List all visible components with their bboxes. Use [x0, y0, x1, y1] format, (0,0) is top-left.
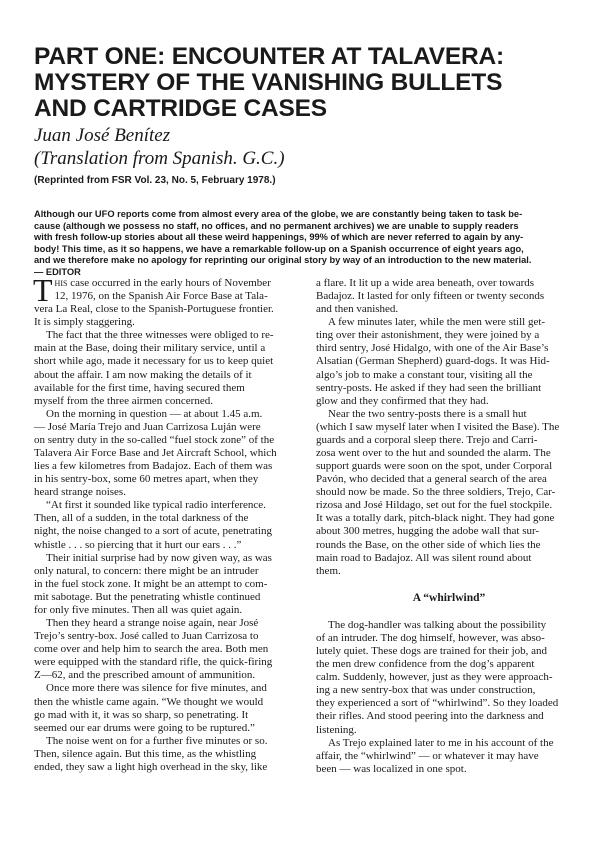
text-line: lies a few kilometres from Badajoz. Each of them was	[34, 460, 273, 473]
text-line: for only five minutes. Then all was quiet again.	[34, 603, 243, 616]
text-line: about the affair. I am now making the details of it	[34, 368, 252, 381]
intro-line: cause (although we possess no staff, no offices, and no permanent archives) we are unable to supply readers	[34, 220, 519, 231]
paragraph	[316, 316, 582, 408]
text-line: whistle . . . so piercing that it hurt our ears . . .”	[34, 538, 242, 551]
text-line: support guards were soon on the spot, under Corporal	[316, 460, 553, 473]
paragraph	[316, 619, 582, 737]
text-line: in the fuel stock zone. It might be an attempt to com-	[34, 577, 268, 590]
text-line: “At first it sounded like typical radio interference.	[46, 499, 266, 512]
text-line: they experienced a sort of “whirlwind”. So they loaded	[316, 697, 559, 710]
text-line: rizosa and José Hildago, set out for the fuel stockpile.	[316, 499, 553, 512]
paragraph	[34, 617, 300, 682]
paragraph	[34, 682, 300, 734]
text-line: It is simply staggering.	[34, 316, 135, 329]
intro-line: body! This time, as it so happens, we have a remarkable follow-up on a Spanish occurrence of eight years ago,	[34, 243, 524, 254]
paragraph	[34, 499, 300, 551]
text-line: been — was localized in one spot.	[316, 762, 467, 775]
article-title	[34, 44, 580, 122]
paragraph	[34, 735, 300, 774]
reprint-note: (Reprinted from FSR Vol. 23, No. 5, February 1978.)	[34, 175, 276, 186]
text-line: lutely quiet. These dogs are trained for their job, and	[316, 645, 548, 658]
text-line: a flare. It lit up a wide area beneath, over towards	[316, 277, 535, 289]
text-line: The noise went on for a further five minutes or so.	[46, 734, 268, 747]
text-line: of an intruder. The dog himself, however, was abso-	[316, 631, 545, 644]
text-line: The dog-handler was talking about the possibility	[328, 618, 547, 631]
title-line: PART ONE: ENCOUNTER AT TALAVERA:	[34, 43, 504, 70]
text-line: heard strange noises.	[34, 486, 126, 499]
text-line: It was a totally dark, pitch-black night. They had gone	[316, 512, 555, 525]
text-line: calm. Suddenly, however, just as they were approach-	[316, 671, 553, 684]
text-line: in his sentry-box, some 60 metres apart, when they	[34, 473, 259, 486]
text-line: 12, 1976, on the Spanish Air Force Base at Tala-	[54, 290, 268, 303]
paragraph	[34, 552, 300, 617]
right-column	[316, 277, 582, 776]
text-line: them.	[316, 564, 341, 577]
intro-line: Although our UFO reports come from almost every area of the globe, we are constantly being taken to task be-	[34, 209, 523, 219]
text-line: As Trejo explained later to me in his account of the	[328, 736, 554, 749]
text-line: main road to Badajoz. All was silent round about	[316, 551, 532, 564]
text-line: available for the first time, having secured them	[34, 381, 245, 394]
text-line: Z—62, and the prescribed amount of ammunition.	[34, 669, 256, 682]
text-line: short while ago, made it necessary for us to keep quiet	[34, 355, 274, 368]
text-line: come over and help him to search the area. Both men	[34, 643, 269, 656]
text-line: were equipped with the standard rifle, the quick-firing	[34, 656, 273, 669]
paragraph	[316, 737, 582, 776]
text-line: should now be made. So the three soldiers, Trejo, Car-	[316, 486, 556, 499]
smallcaps-word: his	[54, 277, 68, 289]
intro-line: with fresh follow-up stories about all these weird happenings, 99% of which are never referred to again by any-	[34, 232, 524, 243]
text-line: Once more there was silence for five minutes, and	[46, 682, 267, 695]
text-line: night, the noise changed to a sort of acute, penetrating	[34, 525, 272, 538]
text-line: only natural, to concern: there might be an intruder	[34, 564, 259, 577]
text-line: Badajoz. It lasted for only fifteen or twenty seconds	[316, 290, 545, 303]
text-line: algo’s job to make a constant tour, visiting all the	[316, 368, 533, 381]
text-line: (which I saw myself later when I visited the Base). The	[316, 420, 560, 433]
paragraph	[33, 272, 300, 329]
text-line: zosa went over to the hut and sounded the alarm. The	[316, 447, 551, 460]
text-line: ting over their astonishment, they were joined by a	[316, 329, 540, 342]
editor-intro	[34, 209, 582, 279]
paragraph	[316, 408, 582, 578]
text-line: about 300 metres, hugging the adobe wall that sur-	[316, 525, 540, 538]
text-line: Talavera Air Force Base and Jet Aircraft School, which	[34, 447, 277, 460]
drop-cap: T	[33, 272, 53, 308]
text-line: Trejo’s sentry-box. José called to Juan Carrizosa to	[34, 630, 259, 643]
text-line: go mad with it, it was so sharp, so penetrating. It	[34, 708, 249, 721]
text-line: listening.	[316, 723, 357, 736]
text-line: Alsatian (German Shepherd) guard-dogs. It was Hid-	[316, 355, 550, 368]
text-line: myself from the three airmen concerned.	[34, 394, 213, 407]
text-line: A few minutes later, while the men were still get-	[328, 316, 546, 329]
text-line: — José María Trejo and Juan Carrizosa Luján were	[34, 420, 261, 433]
paragraph	[34, 329, 300, 407]
text-line: the men drew confidence from the dog’s apparent	[316, 658, 535, 671]
text-line: The fact that the three witnesses were obliged to re-	[46, 329, 274, 342]
intro-line: and we therefore make no apology for reprinting our original story by way of an introduction to the new material.	[34, 255, 532, 266]
paragraph	[316, 277, 582, 316]
title-line: MYSTERY OF THE VANISHING BULLETS	[34, 69, 503, 96]
text-line: Then, silence again. But this time, as the whistling	[34, 747, 257, 760]
author-name: Juan José Benítez	[34, 125, 171, 146]
text-line: Pavón, who decided that a general search of the area	[316, 473, 547, 486]
text-line: and then vanished.	[316, 303, 399, 316]
text-line: guards and a corporal sleep there. Trejo and Carri-	[316, 433, 538, 446]
text-line: vera La Real, close to the Spanish-Portuguese frontier.	[34, 303, 274, 316]
text-line: case occurred in the early hours of November	[67, 277, 271, 289]
text-line: glow and they confirmed that they had.	[316, 394, 489, 407]
text-line: on sentry duty in the so-called “fuel stock zone” of the	[34, 433, 275, 446]
text-line: then the whistle came again. “We thought we would	[34, 695, 264, 708]
title-line: AND CARTRIDGE CASES	[34, 95, 327, 122]
text-line: Then they heard a strange noise again, near José	[46, 617, 259, 630]
text-line: Their initial surprise had by now given way, as was	[46, 551, 272, 564]
intro-signature: — EDITOR	[34, 266, 81, 277]
text-line: Then, all of a sudden, in the total darkness of the	[34, 512, 249, 525]
section-subheading: A “whirlwind”	[412, 591, 486, 604]
byline	[34, 124, 580, 170]
text-line: ended, they saw a light high overhead in the sky, like	[34, 760, 268, 773]
text-line: main at the Base, doing their military service, until a	[34, 342, 266, 355]
text-line: affair, the “whirlwind” — or whatever it may have	[316, 749, 539, 762]
text-line: third sentry, José Hidalgo, with one of the Air Base’s	[316, 342, 549, 355]
text-line: mit sabotage. But the penetrating whistle continued	[34, 590, 261, 603]
text-line: Near the two sentry-posts there is a small hut	[328, 407, 527, 420]
text-line: ing a new sentry-box that was under construction,	[316, 684, 536, 697]
text-line: seemed our ear drums were going to be ruptured.”	[34, 721, 255, 734]
left-column	[33, 272, 300, 774]
text-line: On the morning in question — at about 1.45 a.m.	[46, 407, 263, 420]
text-line: their rifles. And stood peering into the darkness and	[316, 710, 544, 723]
translation-note: (Translation from Spanish. G.C.)	[34, 148, 285, 169]
paragraph	[34, 408, 300, 500]
text-line: rounds the Base, on the other side of which lies the	[316, 538, 541, 551]
text-line: sentry-posts. He asked if they had seen the brilliant	[316, 381, 542, 394]
